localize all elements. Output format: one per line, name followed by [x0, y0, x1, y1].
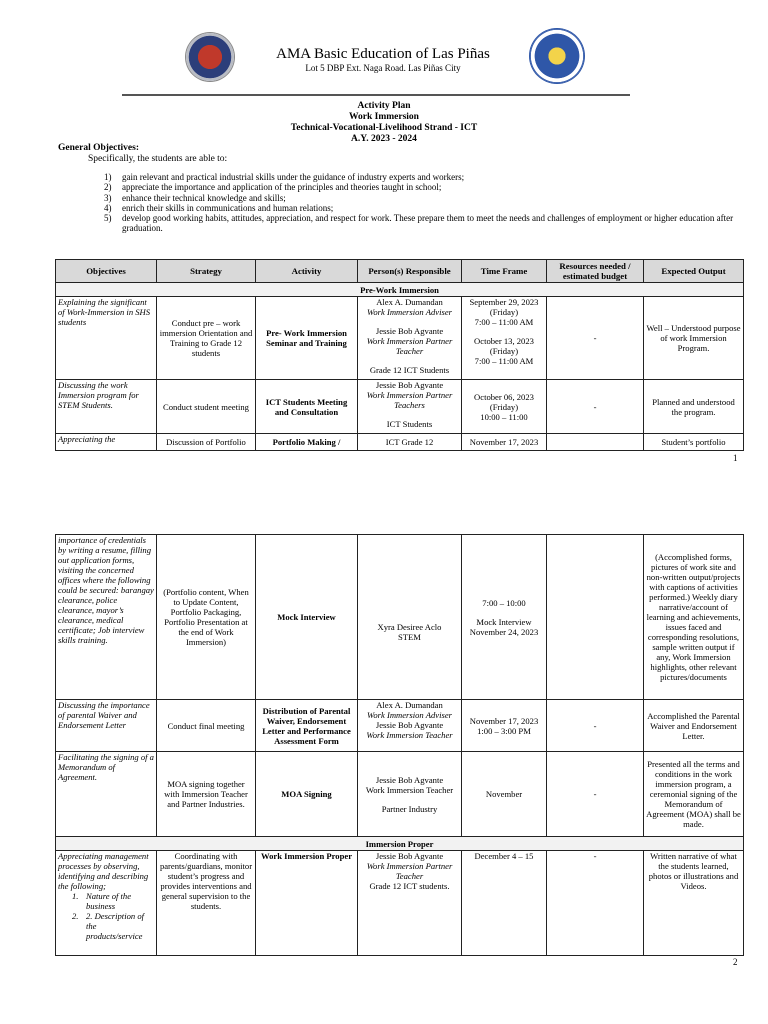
activity-table-page2: [55, 534, 744, 956]
cell-expected-output: Accomplished the Parental Waiver and Endorsement Letter.: [644, 700, 744, 752]
table-row: [56, 851, 744, 956]
cell-time-frame: October 06, 2023 (Friday) 10:00 – 11:00: [462, 380, 547, 434]
list-item: 1) gain relevant and practical industrial skills under the guidance of industry experts and workers;: [104, 172, 465, 182]
deped-seal: [530, 29, 584, 83]
cell-persons: Alex A. Dumandan Work Immersion Adviser Jessie Bob Agvante Work Immersion Teacher: [358, 700, 462, 752]
table-row: [56, 297, 744, 380]
list-item: 4) enrich their skills in communications and human relations;: [104, 202, 334, 213]
col-objectives: Objectives: [56, 260, 157, 283]
cell-objective: Explaining the significant of Work-Immersion in SHS students: [56, 297, 157, 380]
cell-expected-output: Well – Understood purpose of work Immersion Program.: [644, 297, 744, 380]
list-item: 3) enhance their technical knowledge and skills;: [104, 192, 286, 203]
section-row: [56, 837, 744, 851]
doc-title-line1: Activity Plan: [357, 101, 411, 111]
cell-strategy: Conduct final meeting: [157, 700, 256, 752]
cell-time-frame: 7:00 – 10:00 Mock Interview November 24, 2023: [462, 535, 547, 700]
cell-expected-output: Student’s portfolio: [644, 434, 744, 451]
cell-persons: Xyra Desiree Aclo STEM: [358, 535, 462, 700]
cell-resources: -: [547, 752, 644, 837]
cell-objective: Facilitating the signing of a Memorandum of Agreement.: [56, 752, 157, 837]
cell-activity: Distribution of Parental Waiver, Endorsement Letter and Performance Assessment Form: [256, 700, 358, 752]
cell-resources: -: [547, 380, 644, 434]
activity-table-page1: [55, 259, 744, 451]
section-row: [56, 283, 744, 297]
cell-objective: Discussing the work Immersion program for STEM Students.: [56, 380, 157, 434]
col-resources: Resources needed / estimated budget: [547, 260, 644, 283]
cell-objective: Appreciating management processes by observing, identifying and describing the following; 1. Nature of the business 2. 2. Description of the products/service: [56, 851, 157, 956]
ama-logo: [186, 33, 234, 81]
page-number: 1: [733, 453, 738, 463]
doc-title-line4: A.Y. 2023 - 2024: [351, 134, 417, 144]
list-item: 5) develop good working habits, attitudes, appreciation, and respect for work. These prepare them to meet the needs and challenges of employment or higher education after graduation.: [104, 213, 734, 234]
cell-resources: -: [547, 297, 644, 380]
doc-title-line2: Work Immersion: [349, 112, 419, 122]
school-address: Lot 5 DBP Ext. Naga Road. Las Piñas City: [305, 63, 461, 73]
cell-time-frame: September 29, 2023 (Friday) 7:00 – 11:00 AM October 13, 2023 (Friday) 7:00 – 11:00 AM: [462, 297, 547, 380]
cell-activity: Portfolio Making /: [256, 434, 358, 451]
cell-expected-output: (Accomplished forms, pictures of work site and non-written output/projects with captions of activities performed.) Weekly diary narrative/account of learning and achievements, issues faced and corresponding resolutions, sample written output if any, Work Immersion highlights, other relevant pictures/documents: [644, 535, 744, 700]
col-time-frame: Time Frame: [462, 260, 547, 283]
table-row: [56, 535, 744, 700]
cell-expected-output: Written narrative of what the students learned, photos or illustrations and Videos.: [644, 851, 744, 956]
cell-activity: ICT Students Meeting and Consultation: [256, 380, 358, 434]
cell-activity: Pre- Work Immersion Seminar and Training: [256, 297, 358, 380]
cell-strategy: MOA signing together with Immersion Teacher and Partner Industries.: [157, 752, 256, 837]
cell-strategy: Conduct student meeting: [157, 380, 256, 434]
cell-expected-output: Planned and understood the program.: [644, 380, 744, 434]
cell-objective: Appreciating the: [56, 434, 157, 451]
cell-activity: MOA Signing: [256, 752, 358, 837]
table-row: [56, 700, 744, 752]
cell-time-frame: November 17, 2023: [462, 434, 547, 451]
col-persons: Person(s) Responsible: [358, 260, 462, 283]
cell-activity: Work Immersion Proper: [256, 851, 358, 956]
cell-time-frame: November: [462, 752, 547, 837]
table-row: [56, 434, 744, 451]
col-expected-output: Expected Output: [644, 260, 744, 283]
page-number: 2: [733, 957, 738, 967]
cell-objective: importance of credentials by writing a resume, filling out application forms, visiting the concerned offices where the following could be secured: barangay clearance, police clearance, mayor’s clearance, medical certificate; Job interview skills training.: [56, 535, 157, 700]
section-pre-work-immersion: Pre-Work Immersion: [56, 283, 744, 297]
cell-persons: Jessie Bob Agvante Work Immersion Teacher Partner Industry: [358, 752, 462, 837]
cell-time-frame: December 4 – 15: [462, 851, 547, 956]
col-activity: Activity: [256, 260, 358, 283]
section-immersion-proper: Immersion Proper: [56, 837, 744, 851]
cell-strategy: Conduct pre – work immersion Orientation and Training to Grade 12 students: [157, 297, 256, 380]
cell-resources: -: [547, 700, 644, 752]
cell-strategy: Coordinating with parents/guardians, monitor student’s progress and provides interventions and general supervision to the students.: [157, 851, 256, 956]
school-name: AMA Basic Education of Las Piñas: [276, 46, 490, 62]
cell-resources: -: [547, 851, 644, 956]
table-header-row: [56, 260, 744, 283]
cell-persons: Alex A. Dumandan Work Immersion Adviser Jessie Bob Agvante Work Immersion Partner Teacher Grade 12 ICT Students: [358, 297, 462, 380]
cell-resources: [547, 434, 644, 451]
cell-time-frame: November 17, 2023 1:00 – 3:00 PM: [462, 700, 547, 752]
table-row: [56, 752, 744, 837]
col-strategy: Strategy: [157, 260, 256, 283]
list-item: 2) appreciate the importance and application of the principles and theories taught in school;: [104, 182, 442, 193]
cell-persons: Jessie Bob Agvante Work Immersion Partner Teacher Grade 12 ICT students.: [358, 851, 462, 956]
cell-persons: ICT Grade 12: [358, 434, 462, 451]
cell-strategy: (Portfolio content, When to Update Content, Portfolio Packaging, Portfolio Presentation at the end of Work Immersion): [157, 535, 256, 700]
table-row: [56, 380, 744, 434]
cell-strategy: Discussion of Portfolio: [157, 434, 256, 451]
general-objectives-heading: General Objectives:: [58, 143, 139, 153]
general-objectives-intro: Specifically, the students are able to:: [88, 154, 228, 164]
cell-activity: Mock Interview: [256, 535, 358, 700]
cell-resources: [547, 535, 644, 700]
cell-expected-output: Presented all the terms and conditions in the work immersion program, a ceremonial signing of the Memorandum of Agreement (MOA) shall be made.: [644, 752, 744, 837]
general-objectives-list: [104, 172, 744, 234]
cell-persons: Jessie Bob Agvante Work Immersion Partner Teachers ICT Students: [358, 380, 462, 434]
doc-title-line3: Technical-Vocational-Livelihood Strand - ICT: [290, 123, 478, 133]
cell-objective: Discussing the importance of parental Waiver and Endorsement Letter: [56, 700, 157, 752]
header-divider: [122, 94, 630, 96]
